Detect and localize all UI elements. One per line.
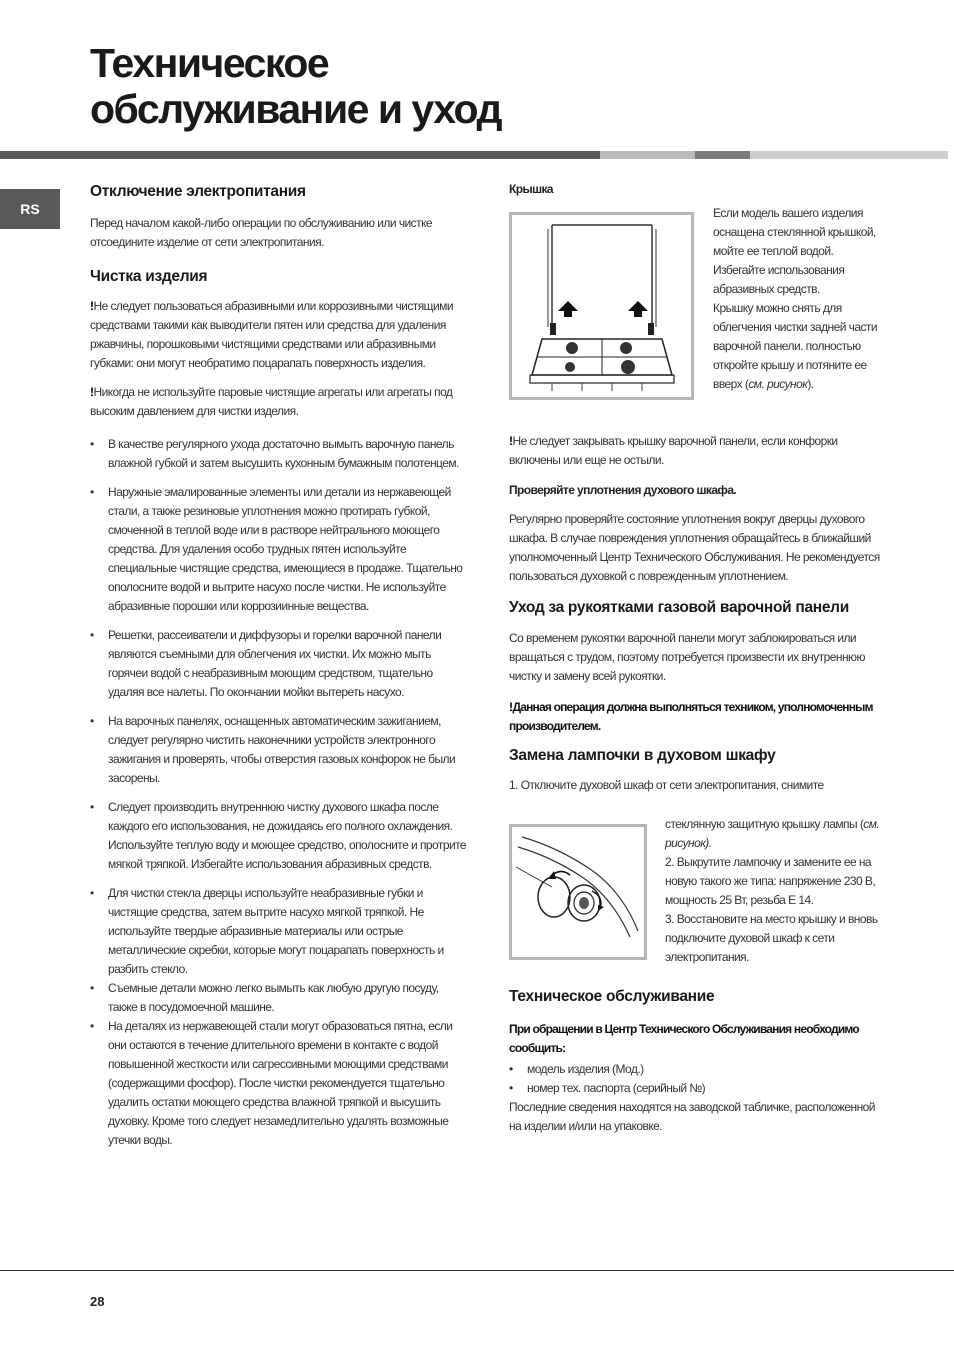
knobs-heading: Уход за рукоятками газовой варочной панели (509, 599, 849, 616)
left-column (90, 182, 470, 1150)
warning-2 (90, 383, 470, 421)
list-item: • Съемные детали можно легко вымыть как любую другую посуду, также в посудомоечной машине. (90, 979, 470, 1017)
list-item: • модель изделия (Мод.) (509, 1060, 889, 1079)
list-item: • Следует производить внутреннюю чистку духового шкафа после каждого его использования, не дожидаясь его полного охлаждения. Используйте теплую воду и моющее средство, ополосните и протрите мягкой тряпкой. Избегайте использования абразивных средств. (90, 798, 470, 874)
lamp-figure (509, 824, 647, 960)
page-title-line-1: Техническое (90, 40, 329, 86)
warning-1 (90, 297, 470, 373)
right-column-lower (509, 432, 889, 795)
lid-text-b-main: Крышку можно снять для облегчения чистки задней части варочной панели. полностью откройте крышу и потяните ее вверх ( (713, 301, 878, 391)
header-bar-segment (750, 151, 948, 159)
lid-heading: Крышка (509, 182, 553, 196)
lid-text-b-end: ). (807, 377, 814, 391)
service-text: Последние сведения находятся на заводской табличке, расположенной на изделии и/или на упаковке. (509, 1100, 875, 1133)
lamp-step-1a: 1. Отключите духовой шкаф от сети электропитания, снимите (509, 778, 824, 792)
warning-mark: ! (509, 700, 513, 714)
cleaning-heading: Чистка изделия (90, 268, 208, 285)
page-number: 28 (90, 1294, 105, 1309)
lamp-step-1b-main: стеклянную защитную крышку лампы ( (665, 817, 864, 831)
service-list (509, 1060, 889, 1098)
list-item: • Наружные эмалированные элементы или детали из нержавеющей стали, а также резиновые уплотнения можно протирать губкой, смоченной в теплой воде или в растворе нейтрального моющего средства. Для удаления особо трудных пятен используйте специальные чистящие средства, имеющиеся в продаже. Тщательно ополосните водой и вытрите насухо после чистки. Не используйте абразивные порошки или коррозиинные вещества. (90, 483, 470, 616)
service-intro: При обращении в Центр Технического Обслуживания необходимо сообщить: (509, 1022, 859, 1055)
lamp-step-1b-em: см. рисунок). (665, 817, 880, 850)
warning-2-text: Никогда не используйте паровые чистящие агрегаты или агрегаты под высоким давлением для чистки изделия. (90, 385, 453, 418)
service-heading: Техническое обслуживание (509, 988, 715, 1005)
oven-lamp-illustration-icon (512, 827, 644, 957)
power-heading: Отключение электропитания (90, 183, 306, 200)
list-item: • На деталях из нержавеющей стали могут образоваться пятна, если они остаются в течение длительного времени в контакте с водой повышенной жесткости или сагрессивными моющими средствами (содержащими фосфор). После чистки рекомендуется тщательно удалить остатки моющего средства влажной тряпкой и высушить духовку. Кроме того следует незамедлительно удалять возможные утечки воды. (90, 1017, 470, 1150)
header-bar-segment (0, 151, 600, 159)
header-bar-segment (695, 151, 750, 159)
list-item: • номер тех. паспорта (серийный №) (509, 1079, 889, 1098)
warning-mark: ! (90, 385, 94, 399)
list-item: • Для чистки стекла дверцы используйте неабразивные губки и чистящие средства, затем вытрите насухо мягкой тряпкой. Не используйте твердые абразивные материалы или острые металлические скребки, которые могут поцарапать поверхность и разбить стекло. (90, 884, 470, 979)
header-bar-segment (600, 151, 695, 159)
lamp-step-1b (665, 815, 885, 853)
warning-1-text: Не следует пользоваться абразивными или коррозивными чистящими средствами такими как выводители пятен или средства для удаления ржавчины, порошковыми чистящими средствами или абразивными губками: они могут необратимо поцарапать поверхность изделия. (90, 299, 454, 370)
lid-warning (509, 432, 889, 470)
lid-text-a: Если модель вашего изделия оснащена стеклянной крышкой, мойте ее теплой водой. Избегайте использования абразивных средств. (713, 206, 876, 296)
knobs-warning (509, 698, 889, 736)
knobs-text: Со временем рукоятки варочной панели могут заблокироваться или вращаться с трудом, поэтому потребуется произвести их внутреннюю чистку и замену всей рукоятки. (509, 631, 865, 683)
language-tag: RS (0, 189, 60, 229)
lid-text-b (713, 299, 888, 394)
right-column (509, 182, 889, 205)
service-section (509, 987, 889, 1146)
lamp-heading: Замена лампочки в духовом шкафу (509, 747, 776, 764)
lid-warning-text: Не следует закрывать крышку варочной панели, если конфорки включены или еще не остыли. (509, 434, 838, 467)
list-item: • На варочных панелях, оснащенных автоматическим зажиганием, следует регулярно чистить наконечники устройств электронного зажигания и проверять, чтобы отверстия газовых конфорок не были засорены. (90, 712, 470, 788)
lamp-steps (665, 815, 885, 967)
lamp-step-2: 2. Выкрутите лампочку и замените ее на новую такого же типа: напряжение 230 В, мощность 25 Вт, резьба Е 14. (665, 855, 876, 907)
warning-mark: ! (90, 299, 94, 313)
lid-figure (509, 212, 694, 400)
seal-text: Регулярно проверяйте состояние уплотнения вокруг дверцы духового шкафа. В случае повреждения уплотнения обращайтесь в ближайший уполномоченный Центр Технического Обслуживания. Не рекомендуется пользоваться духовкой с поврежденным уплотнением. (509, 512, 880, 583)
power-text: Перед началом какой-либо операции по обслуживанию или чистке отсоедините изделие от сети электропитания. (90, 216, 433, 249)
cleaning-list (90, 435, 470, 874)
page-title (90, 40, 501, 132)
list-item: • В качестве регулярного ухода достаточно вымыть варочную панель влажной губкой и затем высушить кухонным бумажным полотенцем. (90, 435, 470, 473)
lamp-step-3: 3. Восстановите на место крышку и вновь подключите духовой шкаф к сети электропитания. (665, 912, 878, 964)
seal-heading: Проверяйте уплотнения духового шкафа. (509, 483, 737, 497)
cleaning-list-2 (90, 884, 470, 1150)
cooktop-lid-illustration-icon (512, 215, 691, 397)
list-item: • Решетки, рассеиватели и диффузоры и горелки варочной панели являются съемными для облегчения их чистки. Их можно мыть горячеи водой с неабразивным моющим средством, тщательно удаляя все налеты. По окончании мойки вытереть насухо. (90, 626, 470, 702)
warning-mark: ! (509, 434, 513, 448)
footer-rule (0, 1270, 954, 1271)
knobs-warning-text: Данная операция должна выполняться техником, уполномоченным производителем. (509, 700, 873, 733)
lid-text-b-em: см. рисунок (748, 377, 808, 391)
page-title-line-2: обслуживание и уход (90, 86, 502, 132)
lid-description (713, 204, 888, 394)
